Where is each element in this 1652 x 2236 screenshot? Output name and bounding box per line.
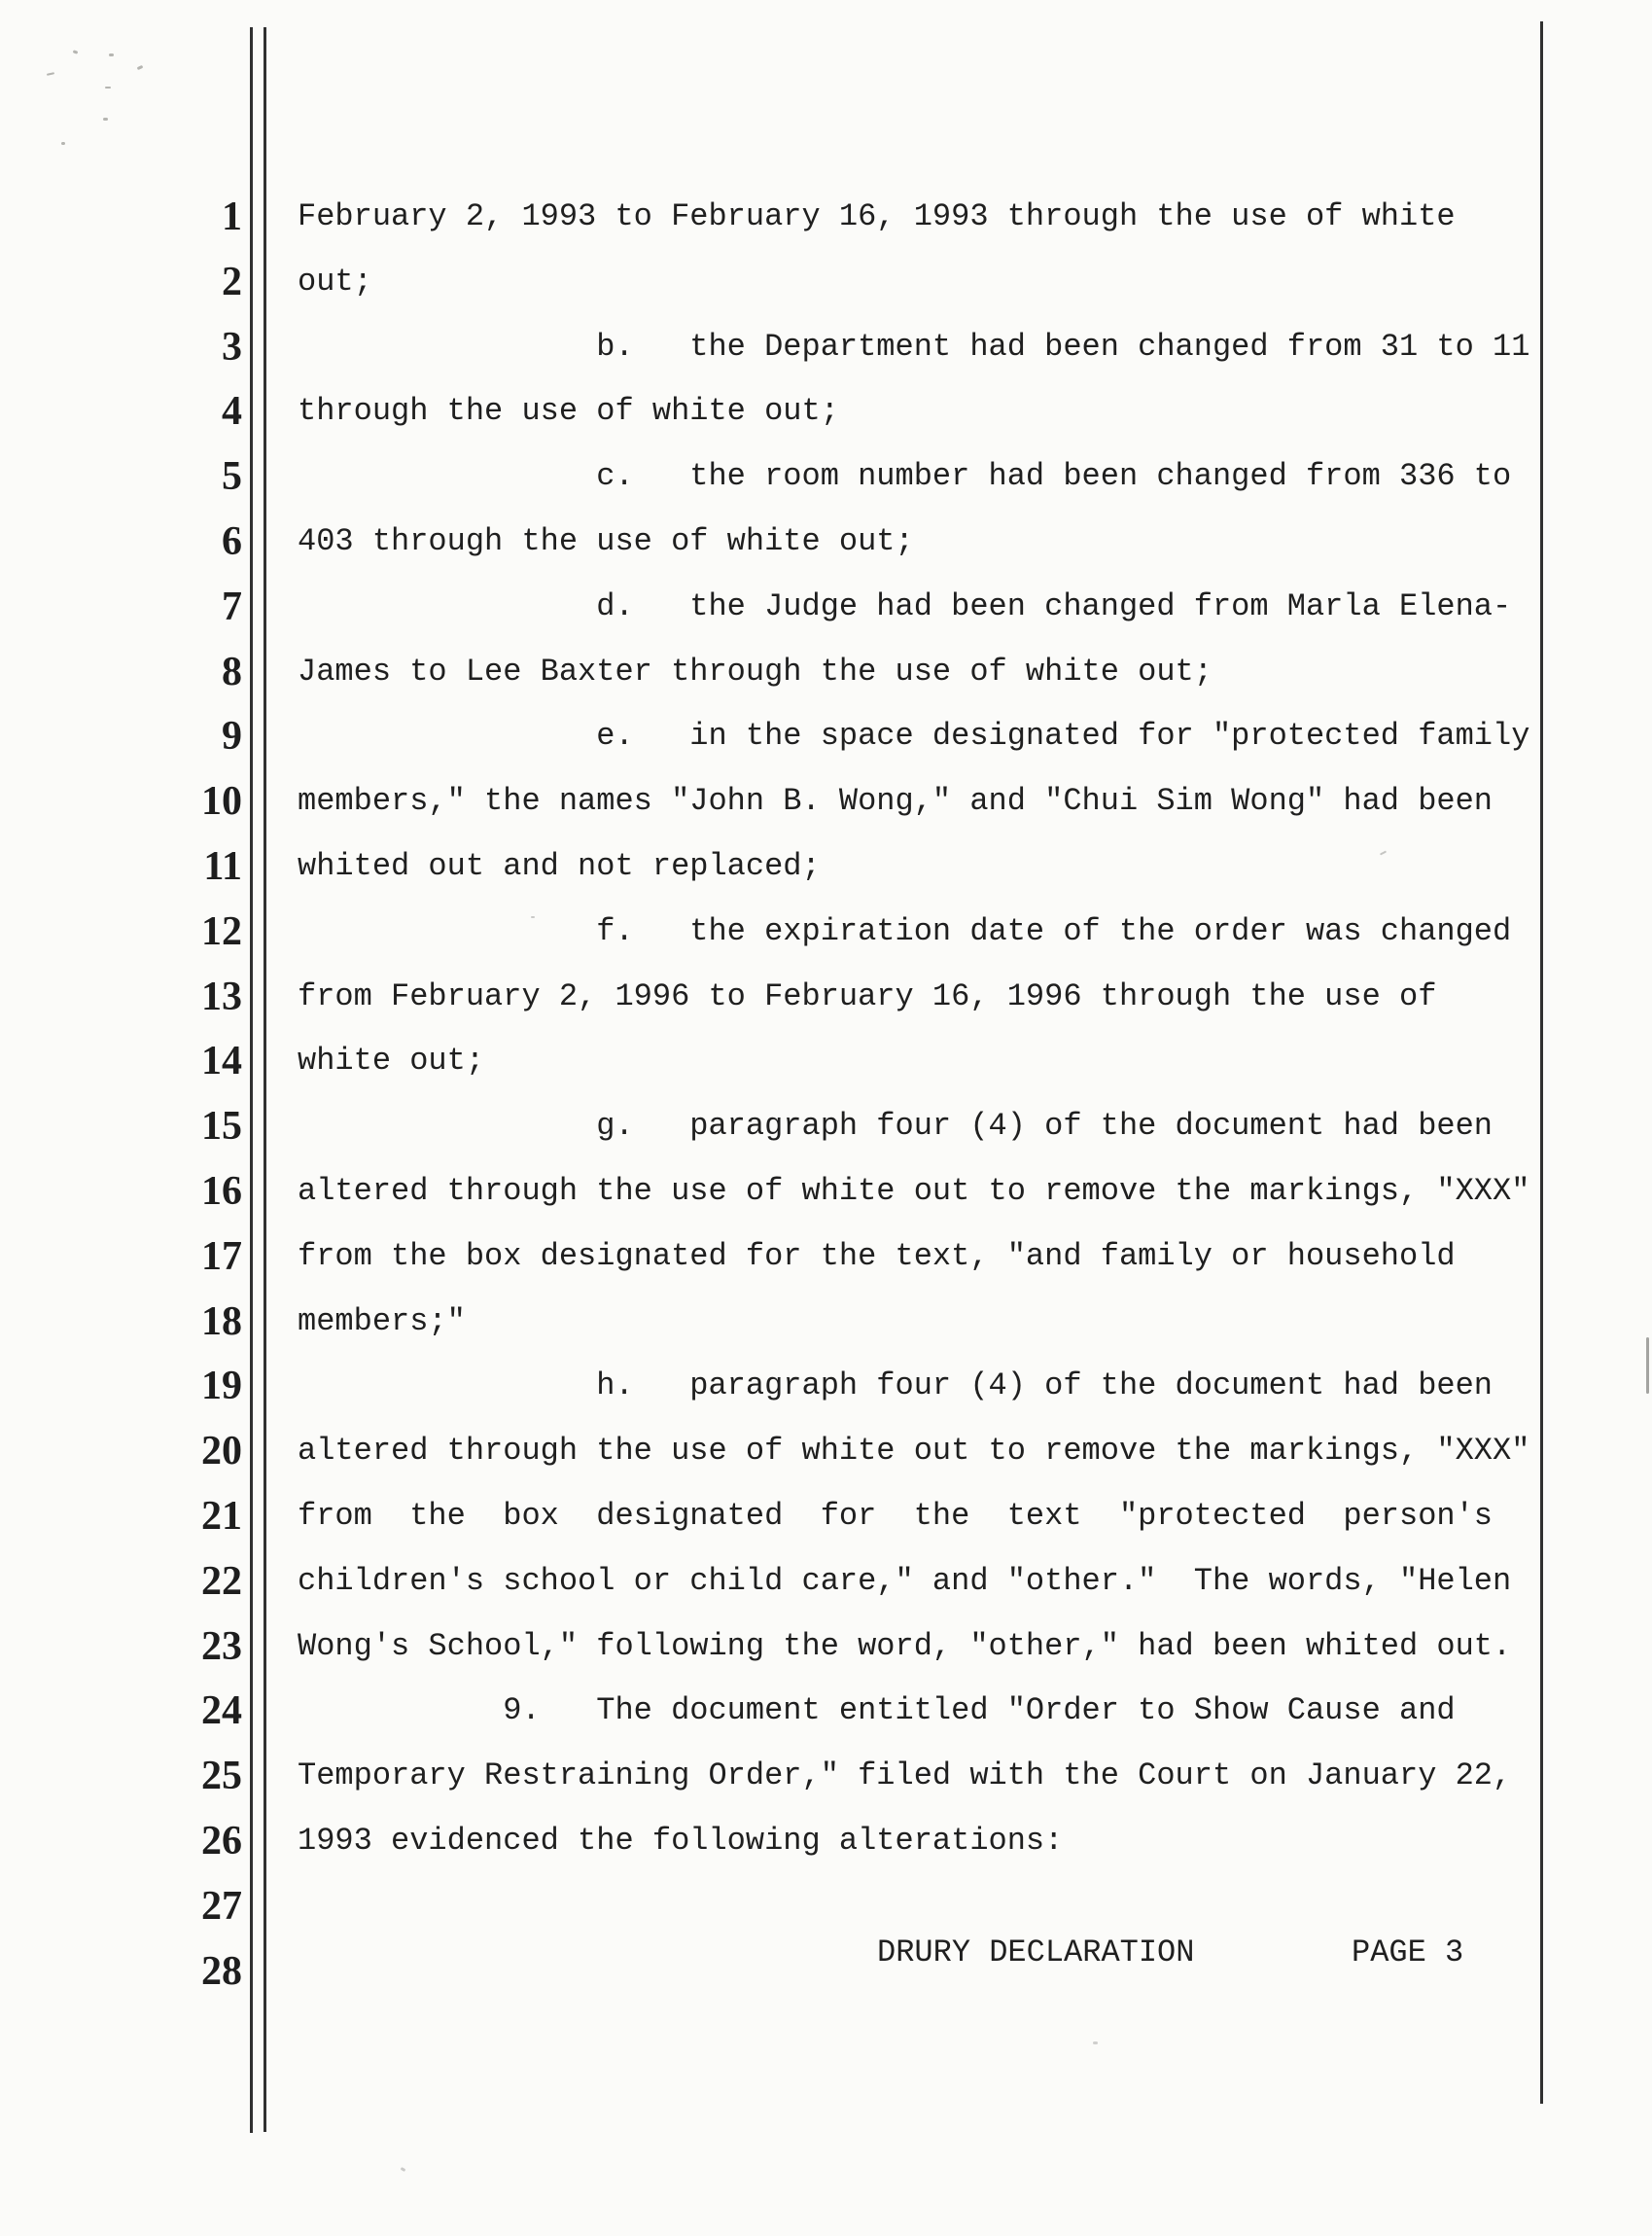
line-number: 13 [201,974,242,1019]
scan-speck [109,53,114,56]
line-number: 18 [201,1298,242,1344]
body-text-column [298,185,1600,2004]
body-line: children's school or child care," and "other." The words, "Helen [298,1562,1512,1599]
scan-speck [61,142,65,145]
line-number-column [0,185,242,2004]
scan-speck [1646,1337,1649,1394]
line-number: 26 [201,1818,242,1863]
body-line: f. the expiration date of the order was changed [298,912,1512,949]
body-line: James to Lee Baxter through the use of white out; [298,653,1213,690]
scan-speck [1093,2041,1098,2044]
line-number: 24 [201,1688,242,1734]
body-line: from the box designated for the text "protected person's [298,1497,1493,1534]
footer-doc-title: DRURY DECLARATION [877,1934,1195,1970]
body-line: c. the room number had been changed from 336 to [298,458,1512,495]
line-number: 14 [201,1039,242,1084]
left-double-rule-outer [250,27,253,2133]
line-number: 20 [201,1429,242,1474]
line-number: 15 [201,1104,242,1150]
body-line: 9. The document entitled "Order to Show Cause and [298,1692,1456,1729]
line-number: 16 [201,1168,242,1214]
body-line: d. the Judge had been changed from Marla Elena- [298,587,1512,624]
body-line: white out; [298,1043,485,1080]
left-double-rule-inner [264,27,266,2132]
body-line: Temporary Restraining Order," filed with the Court on January 22, [298,1757,1512,1794]
body-line: h. paragraph four (4) of the document had been [298,1367,1493,1404]
body-line: through the use of white out; [298,393,839,430]
line-number: 27 [201,1883,242,1929]
line-number: 3 [222,324,242,370]
line-number: 10 [201,779,242,825]
body-line: altered through the use of white out to remove the markings, "XXX" [298,1433,1530,1470]
line-number: 23 [201,1623,242,1669]
body-line: 1993 evidenced the following alterations: [298,1822,1064,1859]
line-number: 12 [201,908,242,954]
body-line: e. in the space designated for "protected family [298,718,1530,755]
body-line: from the box designated for the text, "and family or household [298,1237,1456,1274]
line-number: 22 [201,1558,242,1604]
line-number: 9 [222,714,242,760]
scan-speck [47,72,54,76]
line-number: 25 [201,1754,242,1799]
scan-speck [137,65,144,70]
line-number: 11 [203,843,242,889]
footer-page-number: PAGE 3 [1352,1934,1464,1970]
line-number: 21 [201,1493,242,1539]
scan-speck [103,118,108,121]
line-number: 19 [201,1364,242,1409]
line-number: 1 [222,195,242,239]
line-number: 8 [222,649,242,694]
body-line: altered through the use of white out to remove the markings, "XXX" [298,1172,1530,1209]
body-line: from February 2, 1996 to February 16, 1996 through the use of [298,977,1437,1014]
scan-speck [401,2167,406,2172]
body-line: members;" [298,1302,466,1339]
page-footer [0,1921,1652,1986]
line-number: 4 [222,389,242,435]
scan-speck [105,87,111,89]
body-line: b. the Department had been changed from 31 to 11 [298,328,1530,365]
body-line: Wong's School," following the word, "other," had been whited out. [298,1627,1512,1664]
scan-speck [73,50,79,54]
line-number: 5 [222,454,242,500]
body-line: 403 through the use of white out; [298,522,914,559]
body-line: out; [298,263,372,300]
line-number: 17 [201,1233,242,1279]
body-line: whited out and not replaced; [298,847,821,884]
line-number: 6 [222,518,242,564]
body-line: g. paragraph four (4) of the document had been [298,1108,1493,1145]
line-number: 28 [201,1948,242,1994]
line-number: 2 [222,259,242,304]
line-number: 7 [222,584,242,629]
body-line: members," the names "John B. Wong," and "Chui Sim Wong" had been [298,783,1493,820]
body-line: February 2, 1993 to February 16, 1993 through the use of white [298,198,1456,234]
